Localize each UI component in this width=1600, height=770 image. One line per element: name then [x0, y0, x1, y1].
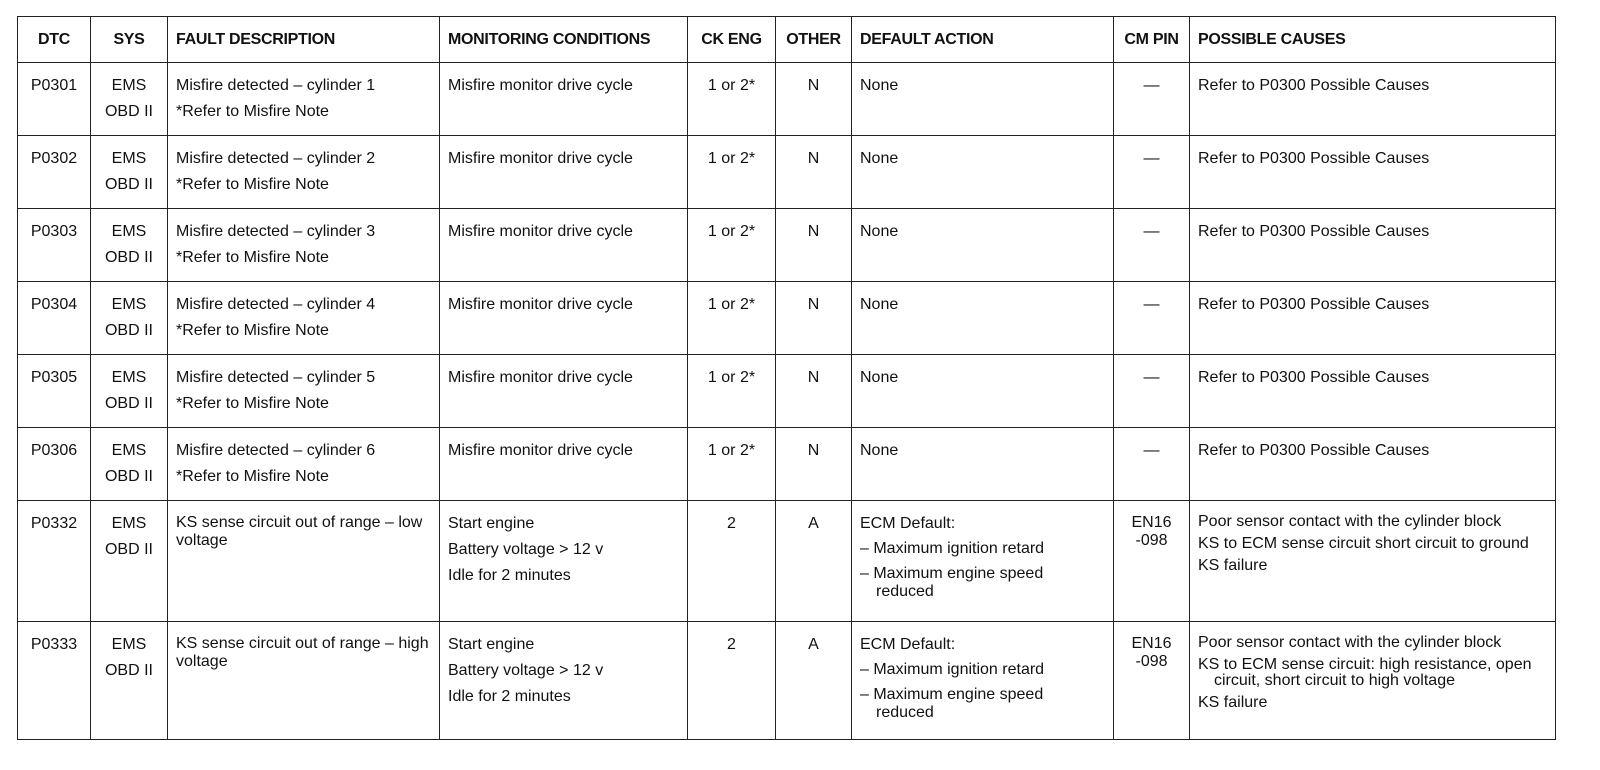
- table-row: [18, 355, 1556, 428]
- sys-cell: [91, 136, 168, 209]
- other-value: N: [776, 63, 852, 136]
- action-item: – Maximum ignition retard: [860, 661, 1045, 678]
- monitoring-line: Start engine: [448, 515, 535, 532]
- sys-cell: [91, 428, 168, 501]
- monitoring-line: Idle for 2 minutes: [448, 567, 571, 584]
- header-possible-causes: POSSIBLE CAUSES: [1190, 17, 1556, 63]
- sys-line: EMS: [111, 515, 147, 532]
- dtc-table: [17, 16, 1556, 740]
- default-action: None: [852, 209, 1114, 282]
- possible-causes: [1190, 622, 1556, 740]
- header-ck-eng: CK ENG: [688, 17, 776, 63]
- action-item: – Maximum ignition retard: [860, 540, 1045, 557]
- dtc-code: P0306: [18, 428, 91, 501]
- fault-description: [168, 428, 440, 501]
- action-item: – Maximum engine speed reduced: [860, 686, 1044, 721]
- ck-eng-value: 1 or 2*: [688, 428, 776, 501]
- dtc-code: P0332: [18, 501, 91, 622]
- sys-line: EMS: [111, 442, 147, 459]
- other-value: N: [776, 282, 852, 355]
- header-row: [18, 17, 1556, 63]
- sys-line: OBD II: [104, 103, 153, 120]
- possible-causes: Refer to P0300 Possible Causes: [1190, 63, 1556, 136]
- table-row: [18, 622, 1556, 740]
- action-heading: ECM Default:: [860, 636, 956, 653]
- sys-cell: [91, 622, 168, 740]
- sys-line: OBD II: [104, 249, 153, 266]
- monitoring-conditions: Misfire monitor drive cycle: [440, 63, 688, 136]
- header-monitoring-conditions: MONITORING CONDITIONS: [440, 17, 688, 63]
- sys-cell: [91, 501, 168, 622]
- default-action: None: [852, 355, 1114, 428]
- default-action: [852, 622, 1114, 740]
- possible-causes: Refer to P0300 Possible Causes: [1190, 282, 1556, 355]
- header-other: OTHER: [776, 17, 852, 63]
- fault-line: KS sense circuit out of range – high voltage: [176, 635, 429, 670]
- header-fault-description: FAULT DESCRIPTION: [168, 17, 440, 63]
- ck-eng-value: 2: [688, 501, 776, 622]
- fault-description: [168, 136, 440, 209]
- header-sys: SYS: [91, 17, 168, 63]
- fault-line: Misfire detected – cylinder 4: [176, 296, 376, 313]
- sys-line: EMS: [111, 77, 147, 94]
- cm-pin: —: [1114, 428, 1190, 501]
- sys-line: EMS: [111, 636, 147, 653]
- sys-line: OBD II: [104, 541, 153, 558]
- sys-cell: [91, 63, 168, 136]
- sys-cell: [91, 209, 168, 282]
- dtc-code: P0304: [18, 282, 91, 355]
- cause-item: KS failure: [1198, 557, 1268, 574]
- sys-line: OBD II: [104, 468, 153, 485]
- other-value: A: [776, 501, 852, 622]
- sys-line: OBD II: [104, 662, 153, 679]
- cm-pin: EN16 -098: [1114, 622, 1190, 740]
- ck-eng-value: 1 or 2*: [688, 136, 776, 209]
- cause-item: Poor sensor contact with the cylinder block: [1198, 634, 1502, 651]
- sys-line: OBD II: [104, 322, 153, 339]
- ck-eng-value: 1 or 2*: [688, 63, 776, 136]
- monitoring-line: Battery voltage > 12 v: [448, 662, 604, 679]
- other-value: N: [776, 428, 852, 501]
- cm-pin: —: [1114, 63, 1190, 136]
- fault-line: Misfire detected – cylinder 2: [176, 150, 376, 167]
- sys-cell: [91, 355, 168, 428]
- ck-eng-value: 1 or 2*: [688, 282, 776, 355]
- other-value: N: [776, 209, 852, 282]
- action-item: – Maximum engine speed reduced: [860, 565, 1044, 600]
- fault-description: [168, 63, 440, 136]
- sys-line: OBD II: [104, 176, 153, 193]
- sys-line: EMS: [111, 223, 147, 240]
- sys-line: EMS: [111, 150, 147, 167]
- fault-description: [168, 622, 440, 740]
- dtc-code: P0303: [18, 209, 91, 282]
- monitoring-line: Idle for 2 minutes: [448, 688, 571, 705]
- other-value: N: [776, 355, 852, 428]
- ck-eng-value: 1 or 2*: [688, 209, 776, 282]
- monitoring-conditions: Misfire monitor drive cycle: [440, 355, 688, 428]
- fault-description: [168, 355, 440, 428]
- fault-description: [168, 501, 440, 622]
- monitoring-conditions: Misfire monitor drive cycle: [440, 282, 688, 355]
- cm-pin: —: [1114, 282, 1190, 355]
- fault-line: Misfire detected – cylinder 1: [176, 77, 376, 94]
- possible-causes: Refer to P0300 Possible Causes: [1190, 209, 1556, 282]
- default-action: [852, 501, 1114, 622]
- cause-item: KS failure: [1198, 694, 1268, 711]
- default-action: None: [852, 63, 1114, 136]
- monitoring-line: Start engine: [448, 636, 535, 653]
- action-heading: ECM Default:: [860, 515, 956, 532]
- default-action: None: [852, 428, 1114, 501]
- cm-pin: —: [1114, 136, 1190, 209]
- default-action: None: [852, 136, 1114, 209]
- monitoring-conditions: Misfire monitor drive cycle: [440, 209, 688, 282]
- fault-description: [168, 209, 440, 282]
- fault-line: KS sense circuit out of range – low voltage: [176, 514, 423, 549]
- fault-note: *Refer to Misfire Note: [176, 322, 329, 339]
- possible-causes: Refer to P0300 Possible Causes: [1190, 355, 1556, 428]
- default-action: None: [852, 282, 1114, 355]
- ck-eng-value: 2: [688, 622, 776, 740]
- ck-eng-value: 1 or 2*: [688, 355, 776, 428]
- sys-line: OBD II: [104, 395, 153, 412]
- fault-note: *Refer to Misfire Note: [176, 468, 329, 485]
- monitoring-conditions: Misfire monitor drive cycle: [440, 428, 688, 501]
- cause-item: KS to ECM sense circuit short circuit to ground: [1198, 535, 1529, 552]
- header-default-action: DEFAULT ACTION: [852, 17, 1114, 63]
- cm-pin: —: [1114, 355, 1190, 428]
- table-row: [18, 501, 1556, 622]
- table-row: [18, 282, 1556, 355]
- sys-cell: [91, 282, 168, 355]
- fault-note: *Refer to Misfire Note: [176, 249, 329, 266]
- cause-item: KS to ECM sense circuit: high resistance, open circuit, short circuit to high voltage: [1198, 656, 1532, 689]
- possible-causes: [1190, 501, 1556, 622]
- dtc-code: P0301: [18, 63, 91, 136]
- fault-description: [168, 282, 440, 355]
- header-cm-pin: CM PIN: [1114, 17, 1190, 63]
- fault-line: Misfire detected – cylinder 5: [176, 369, 376, 386]
- fault-line: Misfire detected – cylinder 3: [176, 223, 376, 240]
- other-value: N: [776, 136, 852, 209]
- table-row: [18, 209, 1556, 282]
- monitoring-conditions: [440, 501, 688, 622]
- fault-line: Misfire detected – cylinder 6: [176, 442, 376, 459]
- header-dtc: DTC: [18, 17, 91, 63]
- monitoring-conditions: [440, 622, 688, 740]
- cm-pin: —: [1114, 209, 1190, 282]
- fault-note: *Refer to Misfire Note: [176, 103, 329, 120]
- fault-note: *Refer to Misfire Note: [176, 395, 329, 412]
- sys-line: EMS: [111, 296, 147, 313]
- dtc-code: P0333: [18, 622, 91, 740]
- cause-item: Poor sensor contact with the cylinder block: [1198, 513, 1502, 530]
- possible-causes: Refer to P0300 Possible Causes: [1190, 136, 1556, 209]
- table-row: [18, 428, 1556, 501]
- table-row: [18, 63, 1556, 136]
- other-value: A: [776, 622, 852, 740]
- sys-line: EMS: [111, 369, 147, 386]
- cm-pin: EN16 -098: [1114, 501, 1190, 622]
- monitoring-line: Battery voltage > 12 v: [448, 541, 604, 558]
- table-row: [18, 136, 1556, 209]
- dtc-code: P0302: [18, 136, 91, 209]
- possible-causes: Refer to P0300 Possible Causes: [1190, 428, 1556, 501]
- fault-note: *Refer to Misfire Note: [176, 176, 329, 193]
- dtc-code: P0305: [18, 355, 91, 428]
- monitoring-conditions: Misfire monitor drive cycle: [440, 136, 688, 209]
